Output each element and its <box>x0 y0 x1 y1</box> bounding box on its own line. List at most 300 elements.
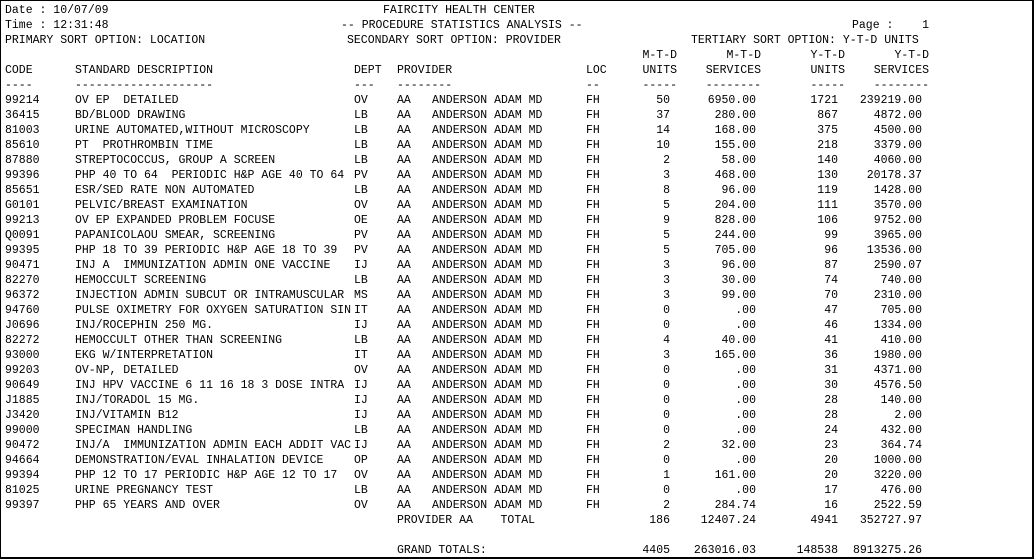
table-row <box>1 483 1032 498</box>
row-ytd-units: 96 <box>824 244 838 257</box>
col-ytd-units-top: Y-T-D <box>810 49 845 62</box>
row-provider-name: ANDERSON ADAM MD <box>432 274 543 287</box>
row-code: 99396 <box>5 169 40 182</box>
row-mtd-units: 14 <box>656 124 670 137</box>
row-mtd-services: 96.00 <box>721 259 756 272</box>
row-mtd-units: 2 <box>663 439 670 452</box>
row-loc: FH <box>586 229 600 242</box>
table-row <box>1 438 1032 453</box>
row-mtd-services: 40.00 <box>721 334 756 347</box>
row-ytd-units: 111 <box>817 199 838 212</box>
row-dept: LB <box>354 124 368 137</box>
row-provider-id: AA <box>397 259 411 272</box>
row-dept: OP <box>354 454 368 467</box>
row-loc: FH <box>586 109 600 122</box>
row-mtd-units: 0 <box>663 319 670 332</box>
row-code: 81003 <box>5 124 40 137</box>
row-dept: IJ <box>354 409 368 422</box>
col-provider-header: PROVIDER <box>397 64 453 77</box>
row-dept: IJ <box>354 259 368 272</box>
table-row <box>1 333 1032 348</box>
row-description: INJ/A IMMUNIZATION ADMIN EACH ADDIT VAC <box>75 439 352 452</box>
table-row <box>1 498 1032 513</box>
row-description: OV EP DETAILED <box>75 94 179 107</box>
row-provider-name: ANDERSON ADAM MD <box>432 199 543 212</box>
row-mtd-services: 244.00 <box>714 229 756 242</box>
row-code: 99213 <box>5 214 40 227</box>
row-ytd-services: 3965.00 <box>873 229 922 242</box>
row-provider-id: AA <box>397 229 411 242</box>
row-provider-id: AA <box>397 214 411 227</box>
row-dept: LB <box>354 424 368 437</box>
row-ytd-services: 1980.00 <box>873 349 922 362</box>
row-provider-id: AA <box>397 424 411 437</box>
table-row <box>1 183 1032 198</box>
row-loc: FH <box>586 379 600 392</box>
row-code: 81025 <box>5 484 40 497</box>
row-loc: FH <box>586 169 600 182</box>
provider-total-ytd-units: 4941 <box>810 514 838 527</box>
secondary-sort-option: SECONDARY SORT OPTION: PROVIDER <box>347 34 561 47</box>
row-description: HEMOCCULT SCREENING <box>75 274 207 287</box>
row-description: INJ A IMMUNIZATION ADMIN ONE VACCINE <box>75 259 331 272</box>
row-dept: OV <box>354 94 368 107</box>
row-provider-name: ANDERSON ADAM MD <box>432 304 543 317</box>
row-loc: FH <box>586 199 600 212</box>
row-provider-id: AA <box>397 244 411 257</box>
row-loc: FH <box>586 304 600 317</box>
row-code: 82270 <box>5 274 40 287</box>
provider-total-row <box>1 513 1032 528</box>
row-provider-id: AA <box>397 109 411 122</box>
row-ytd-services: 2522.59 <box>873 499 922 512</box>
row-mtd-services: .00 <box>735 394 756 407</box>
grand-total-row <box>1 543 1032 558</box>
row-code: 96372 <box>5 289 40 302</box>
row-dept: MS <box>354 289 368 302</box>
table-row <box>1 378 1032 393</box>
row-provider-id: AA <box>397 154 411 167</box>
row-loc: FH <box>586 484 600 497</box>
row-loc: FH <box>586 469 600 482</box>
code-underline: ---- <box>5 79 33 92</box>
row-provider-name: ANDERSON ADAM MD <box>432 229 543 242</box>
provider-total-mtd-services: 12407.24 <box>700 514 756 527</box>
row-ytd-services: 9752.00 <box>873 214 922 227</box>
row-loc: FH <box>586 124 600 137</box>
row-loc: FH <box>586 349 600 362</box>
row-ytd-services: 1000.00 <box>873 454 922 467</box>
row-ytd-services: 740.00 <box>880 274 922 287</box>
row-code: J0696 <box>5 319 40 332</box>
row-provider-id: AA <box>397 484 411 497</box>
row-description: INJECTION ADMIN SUBCUT OR INTRAMUSCULAR <box>75 289 345 302</box>
row-loc: FH <box>586 289 600 302</box>
row-code: 85610 <box>5 139 40 152</box>
row-mtd-units: 4 <box>663 334 670 347</box>
row-description: DEMONSTRATION/EVAL INHALATION DEVICE <box>75 454 324 467</box>
row-code: 90472 <box>5 439 40 452</box>
row-mtd-units: 0 <box>663 379 670 392</box>
row-description: INJ/TORADOL 15 MG. <box>75 394 200 407</box>
row-dept: PV <box>354 169 368 182</box>
row-dept: IJ <box>354 319 368 332</box>
row-dept: OV <box>354 469 368 482</box>
row-loc: FH <box>586 334 600 347</box>
row-mtd-units: 3 <box>663 274 670 287</box>
row-mtd-units: 9 <box>663 214 670 227</box>
row-provider-name: ANDERSON ADAM MD <box>432 184 543 197</box>
row-loc: FH <box>586 274 600 287</box>
row-mtd-services: 161.00 <box>714 469 756 482</box>
table-row <box>1 468 1032 483</box>
row-ytd-services: 4576.50 <box>873 379 922 392</box>
row-ytd-services: 705.00 <box>880 304 922 317</box>
row-mtd-units: 0 <box>663 409 670 422</box>
row-ytd-units: 74 <box>824 274 838 287</box>
row-mtd-services: .00 <box>735 484 756 497</box>
row-ytd-units: 24 <box>824 424 838 437</box>
row-code: 99203 <box>5 364 40 377</box>
grand-total-ytd-units: 148538 <box>796 544 838 557</box>
col-description-header: STANDARD DESCRIPTION <box>75 64 214 77</box>
table-row <box>1 108 1032 123</box>
row-ytd-services: 2.00 <box>894 409 922 422</box>
row-ytd-units: 99 <box>824 229 838 242</box>
report-date: Date : 10/07/09 <box>5 4 109 17</box>
row-mtd-services: 30.00 <box>721 274 756 287</box>
row-ytd-units: 375 <box>817 124 838 137</box>
row-provider-id: AA <box>397 184 411 197</box>
row-provider-id: AA <box>397 349 411 362</box>
report-title: -- PROCEDURE STATISTICS ANALYSIS -- <box>341 19 583 32</box>
row-provider-name: ANDERSON ADAM MD <box>432 169 543 182</box>
row-loc: FH <box>586 364 600 377</box>
row-mtd-services: 32.00 <box>721 439 756 452</box>
row-code: 99214 <box>5 94 40 107</box>
row-ytd-services: 4371.00 <box>873 364 922 377</box>
row-code: 90649 <box>5 379 40 392</box>
table-row <box>1 198 1032 213</box>
row-mtd-services: .00 <box>735 304 756 317</box>
row-mtd-services: 468.00 <box>714 169 756 182</box>
row-provider-id: AA <box>397 364 411 377</box>
table-row <box>1 138 1032 153</box>
row-ytd-units: 140 <box>817 154 838 167</box>
row-ytd-services: 2590.07 <box>873 259 922 272</box>
row-loc: FH <box>586 394 600 407</box>
provider-total-mtd-units: 186 <box>649 514 670 527</box>
row-dept: IT <box>354 349 368 362</box>
row-ytd-services: 4060.00 <box>873 154 922 167</box>
row-mtd-services: 58.00 <box>721 154 756 167</box>
table-row <box>1 453 1032 468</box>
col-loc-header: LOC <box>586 64 607 77</box>
row-dept: OV <box>354 199 368 212</box>
row-mtd-units: 37 <box>656 109 670 122</box>
row-mtd-units: 0 <box>663 304 670 317</box>
table-row <box>1 153 1032 168</box>
row-provider-name: ANDERSON ADAM MD <box>432 154 543 167</box>
row-loc: FH <box>586 139 600 152</box>
row-provider-name: ANDERSON ADAM MD <box>432 349 543 362</box>
table-row <box>1 303 1032 318</box>
row-loc: FH <box>586 244 600 257</box>
row-dept: PV <box>354 244 368 257</box>
row-mtd-services: .00 <box>735 379 756 392</box>
row-provider-name: ANDERSON ADAM MD <box>432 364 543 377</box>
row-mtd-units: 0 <box>663 424 670 437</box>
row-ytd-units: 17 <box>824 484 838 497</box>
row-ytd-units: 106 <box>817 214 838 227</box>
table-row <box>1 288 1032 303</box>
row-provider-name: ANDERSON ADAM MD <box>432 424 543 437</box>
row-provider-name: ANDERSON ADAM MD <box>432 484 543 497</box>
grand-total-mtd-services: 263016.03 <box>693 544 756 557</box>
primary-sort-option: PRIMARY SORT OPTION: LOCATION <box>5 34 206 47</box>
row-ytd-units: 41 <box>824 334 838 347</box>
row-ytd-units: 130 <box>817 169 838 182</box>
row-loc: FH <box>586 94 600 107</box>
row-description: INJ/VITAMIN B12 <box>75 409 179 422</box>
provider-total-label: PROVIDER AA TOTAL <box>397 514 536 527</box>
row-loc: FH <box>586 154 600 167</box>
col-code-header: CODE <box>5 64 33 77</box>
row-provider-id: AA <box>397 319 411 332</box>
table-row <box>1 318 1032 333</box>
row-mtd-units: 0 <box>663 484 670 497</box>
row-dept: LB <box>354 334 368 347</box>
row-ytd-units: 36 <box>824 349 838 362</box>
row-provider-id: AA <box>397 454 411 467</box>
desc-underline: -------------------- <box>75 79 214 92</box>
row-mtd-units: 3 <box>663 259 670 272</box>
row-mtd-services: 6950.00 <box>707 94 756 107</box>
row-provider-id: AA <box>397 274 411 287</box>
report-time: Time : 12:31:48 <box>5 19 109 32</box>
table-row <box>1 423 1032 438</box>
row-ytd-services: 140.00 <box>880 394 922 407</box>
row-ytd-services: 3220.00 <box>873 469 922 482</box>
row-ytd-services: 4872.00 <box>873 109 922 122</box>
table-row <box>1 258 1032 273</box>
row-ytd-units: 46 <box>824 319 838 332</box>
row-provider-name: ANDERSON ADAM MD <box>432 469 543 482</box>
row-mtd-services: 168.00 <box>714 124 756 137</box>
row-ytd-units: 16 <box>824 499 838 512</box>
row-mtd-services: 99.00 <box>721 289 756 302</box>
row-code: 90471 <box>5 259 40 272</box>
row-provider-name: ANDERSON ADAM MD <box>432 334 543 347</box>
table-row <box>1 243 1032 258</box>
row-dept: LB <box>354 184 368 197</box>
row-ytd-units: 20 <box>824 454 838 467</box>
table-row <box>1 363 1032 378</box>
row-mtd-services: 204.00 <box>714 199 756 212</box>
grand-total-mtd-units: 4405 <box>642 544 670 557</box>
col-dept-header: DEPT <box>354 64 382 77</box>
row-description: PAPANICOLAOU SMEAR, SCREENING <box>75 229 276 242</box>
row-loc: FH <box>586 424 600 437</box>
table-row <box>1 393 1032 408</box>
row-mtd-services: 705.00 <box>714 244 756 257</box>
row-mtd-units: 0 <box>663 364 670 377</box>
row-ytd-services: 20178.37 <box>866 169 922 182</box>
row-provider-name: ANDERSON ADAM MD <box>432 259 543 272</box>
row-mtd-units: 5 <box>663 244 670 257</box>
row-mtd-units: 2 <box>663 154 670 167</box>
row-dept: LB <box>354 274 368 287</box>
row-description: PT PROTHROMBIN TIME <box>75 139 214 152</box>
row-dept: LB <box>354 139 368 152</box>
row-provider-id: AA <box>397 334 411 347</box>
row-provider-name: ANDERSON ADAM MD <box>432 214 543 227</box>
row-provider-id: AA <box>397 94 411 107</box>
row-mtd-units: 0 <box>663 394 670 407</box>
row-code: 94664 <box>5 454 40 467</box>
row-ytd-services: 432.00 <box>880 424 922 437</box>
page-number: 1 <box>922 19 929 32</box>
row-dept: OE <box>354 214 368 227</box>
row-code: 94760 <box>5 304 40 317</box>
row-ytd-units: 867 <box>817 109 838 122</box>
row-ytd-services: 3379.00 <box>873 139 922 152</box>
row-mtd-services: .00 <box>735 364 756 377</box>
dept-underline: --- <box>354 79 375 92</box>
row-code: J1885 <box>5 394 40 407</box>
row-provider-name: ANDERSON ADAM MD <box>432 394 543 407</box>
row-description: PHP 18 TO 39 PERIODIC H&P AGE 18 TO 39 <box>75 244 338 257</box>
row-provider-name: ANDERSON ADAM MD <box>432 139 543 152</box>
row-description: URINE AUTOMATED,WITHOUT MICROSCOPY <box>75 124 310 137</box>
row-dept: IJ <box>354 379 368 392</box>
row-loc: FH <box>586 499 600 512</box>
row-provider-id: AA <box>397 469 411 482</box>
row-mtd-units: 5 <box>663 199 670 212</box>
row-description: PULSE OXIMETRY FOR OXYGEN SATURATION SIN <box>75 304 352 317</box>
row-code: 99000 <box>5 424 40 437</box>
row-description: HEMOCCULT OTHER THAN SCREENING <box>75 334 283 347</box>
row-description: OV-NP, DETAILED <box>75 364 179 377</box>
row-ytd-units: 20 <box>824 469 838 482</box>
row-provider-name: ANDERSON ADAM MD <box>432 379 543 392</box>
row-code: 99395 <box>5 244 40 257</box>
row-ytd-units: 28 <box>824 394 838 407</box>
row-ytd-services: 2310.00 <box>873 289 922 302</box>
row-description: INJ/ROCEPHIN 250 MG. <box>75 319 214 332</box>
page-label: Page : <box>852 19 894 32</box>
row-code: G0101 <box>5 199 40 212</box>
row-mtd-services: 828.00 <box>714 214 756 227</box>
col-mtd-units-header: UNITS <box>642 64 677 77</box>
row-ytd-units: 23 <box>824 439 838 452</box>
row-ytd-services: 239219.00 <box>859 94 922 107</box>
row-ytd-units: 1721 <box>810 94 838 107</box>
row-provider-id: AA <box>397 379 411 392</box>
provider-underline: -------- <box>397 79 453 92</box>
row-ytd-services: 1428.00 <box>873 184 922 197</box>
row-dept: PV <box>354 229 368 242</box>
row-provider-name: ANDERSON ADAM MD <box>432 124 543 137</box>
row-ytd-units: 47 <box>824 304 838 317</box>
row-description: EKG W/INTERPRETATION <box>75 349 214 362</box>
row-mtd-units: 5 <box>663 229 670 242</box>
row-mtd-services: 284.74 <box>714 499 756 512</box>
row-loc: FH <box>586 439 600 452</box>
row-description: OV EP EXPANDED PROBLEM FOCUSE <box>75 214 276 227</box>
provider-total-ytd-services: 352727.97 <box>859 514 922 527</box>
tertiary-sort-option: TERTIARY SORT OPTION: Y-T-D UNITS <box>691 34 919 47</box>
row-ytd-services: 1334.00 <box>873 319 922 332</box>
row-provider-id: AA <box>397 409 411 422</box>
row-mtd-units: 1 <box>663 469 670 482</box>
row-mtd-services: .00 <box>735 409 756 422</box>
row-dept: OV <box>354 499 368 512</box>
row-ytd-units: 119 <box>817 184 838 197</box>
row-provider-name: ANDERSON ADAM MD <box>432 439 543 452</box>
col-ytd-services-header: SERVICES <box>873 64 929 77</box>
row-code: 82272 <box>5 334 40 347</box>
row-description: PHP 40 TO 64 PERIODIC H&P AGE 40 TO 64 <box>75 169 345 182</box>
row-provider-name: ANDERSON ADAM MD <box>432 244 543 257</box>
row-mtd-services: 165.00 <box>714 349 756 362</box>
col-ytd-services-top: Y-T-D <box>894 49 929 62</box>
row-code: 99394 <box>5 469 40 482</box>
row-provider-name: ANDERSON ADAM MD <box>432 499 543 512</box>
table-row <box>1 408 1032 423</box>
row-provider-name: ANDERSON ADAM MD <box>432 94 543 107</box>
table-row <box>1 123 1032 138</box>
row-description: PHP 65 YEARS AND OVER <box>75 499 220 512</box>
col-ytd-units-header: UNITS <box>810 64 845 77</box>
row-description: PHP 12 TO 17 PERIODIC H&P AGE 12 TO 17 <box>75 469 338 482</box>
mtd-units-underline: ----- <box>642 79 677 92</box>
row-mtd-units: 3 <box>663 349 670 362</box>
row-provider-id: AA <box>397 439 411 452</box>
row-mtd-services: .00 <box>735 424 756 437</box>
row-loc: FH <box>586 454 600 467</box>
row-provider-id: AA <box>397 289 411 302</box>
row-ytd-services: 410.00 <box>880 334 922 347</box>
row-mtd-units: 2 <box>663 499 670 512</box>
row-description: SPECIMAN HANDLING <box>75 424 193 437</box>
row-loc: FH <box>586 409 600 422</box>
row-description: INJ HPV VACCINE 6 11 16 18 3 DOSE INTRA <box>75 379 345 392</box>
row-provider-id: AA <box>397 139 411 152</box>
row-provider-name: ANDERSON ADAM MD <box>432 409 543 422</box>
row-code: J3420 <box>5 409 40 422</box>
row-description: ESR/SED RATE NON AUTOMATED <box>75 184 255 197</box>
row-code: Q0091 <box>5 229 40 242</box>
row-provider-name: ANDERSON ADAM MD <box>432 319 543 332</box>
row-dept: IT <box>354 304 368 317</box>
row-ytd-units: 31 <box>824 364 838 377</box>
mtd-services-underline: -------- <box>705 79 761 92</box>
row-mtd-units: 8 <box>663 184 670 197</box>
row-dept: LB <box>354 484 368 497</box>
ytd-units-underline: ----- <box>810 79 845 92</box>
organization-name: FAIRCITY HEALTH CENTER <box>383 4 535 17</box>
row-provider-id: AA <box>397 169 411 182</box>
table-row <box>1 228 1032 243</box>
row-ytd-units: 28 <box>824 409 838 422</box>
loc-underline: -- <box>586 79 600 92</box>
ytd-services-underline: -------- <box>873 79 929 92</box>
row-ytd-services: 4500.00 <box>873 124 922 137</box>
row-description: PELVIC/BREAST EXAMINATION <box>75 199 248 212</box>
row-description: STREPTOCOCCUS, GROUP A SCREEN <box>75 154 276 167</box>
row-code: 36415 <box>5 109 40 122</box>
